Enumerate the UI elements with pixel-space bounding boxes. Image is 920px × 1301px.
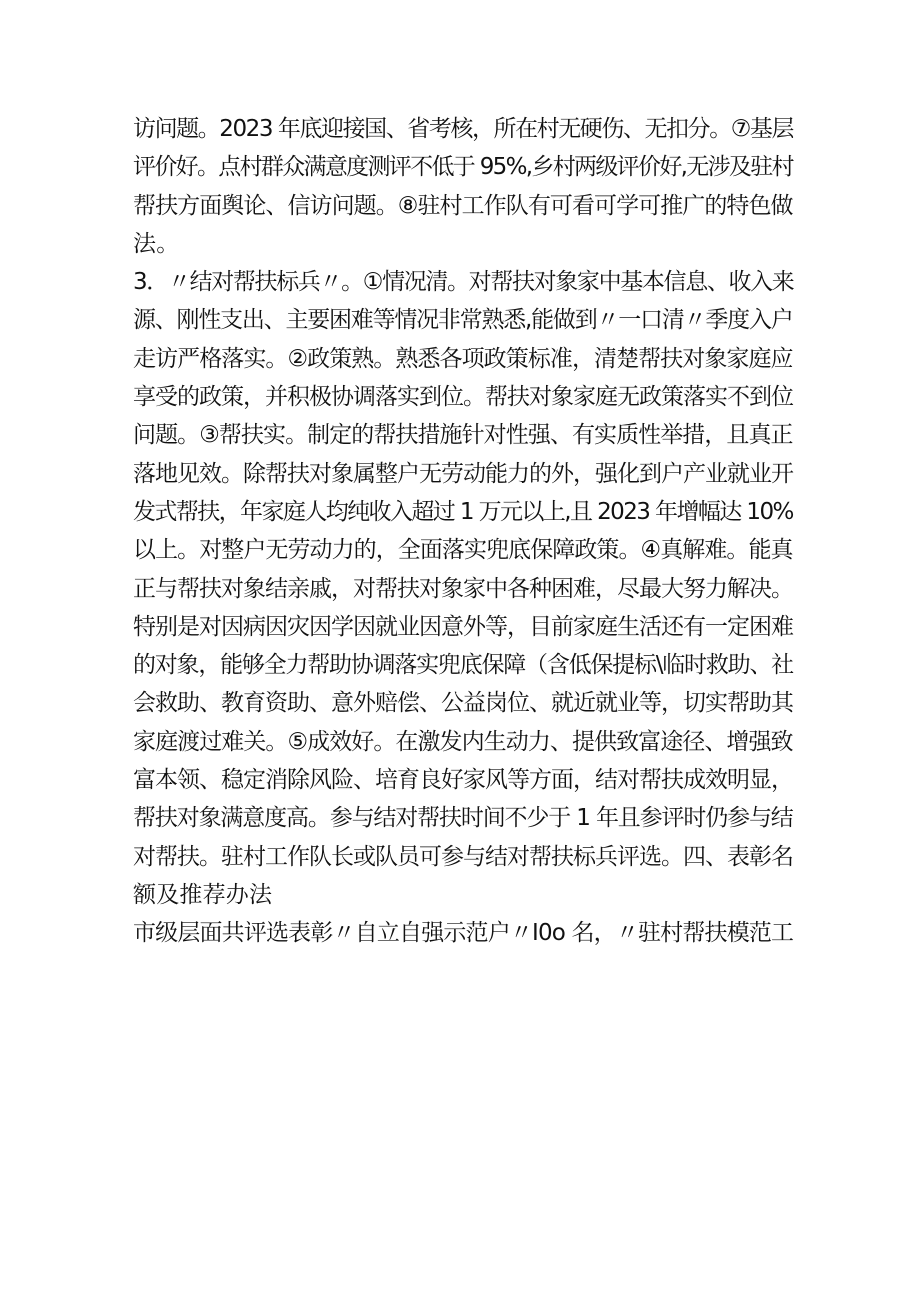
text-line-6: 源、刚性支出、主要困难等情况非常熟悉,能做到〃一口清〃季度入户 xyxy=(133,307,793,334)
text-line-8: 享受的政策，并积极协调落实到位。帮扶对象家庭无政策落实不到位 xyxy=(133,384,793,411)
text-line-7: 走访严格落实。②政策熟。熟悉各项政策标准，清楚帮扶对象家庭应 xyxy=(133,345,793,372)
text-line-13: 正与帮扶对象结亲戚，对帮扶对象家中各种困难，尽最大努力解决。 xyxy=(133,575,793,602)
text-line-16: 会救助、教育资助、意外赔偿、公益岗位、就近就业等，切实帮助其 xyxy=(133,690,793,717)
text-line-18: 富本领、稳定消除风险、培育良好家风等方面，结对帮扶成效明显， xyxy=(133,767,793,794)
text-line-3: 帮扶方面舆论、信访问题。⑧驻村工作队有可看可学可推广的特色做 xyxy=(133,192,793,219)
text-line-1: 访问题。2023 年底迎接国、省考核，所在村无硬伤、无扣分。⑦基层 xyxy=(133,116,794,142)
text-line-11: 发式帮扶，年家庭人均纯收入超过 1 万元以上,且 2023 年增幅达 10% xyxy=(133,498,793,525)
text-line-4: 法。 xyxy=(133,230,180,257)
text-line-21: 额及推荐办法 xyxy=(133,881,273,908)
text-line-17: 家庭渡过难关。⑤成效好。在激发内生动力、提供致富途径、增强致 xyxy=(133,728,793,755)
text-line-20: 对帮扶。驻村工作队长或队员可参与结对帮扶标兵评选。四、表彰名 xyxy=(133,843,793,870)
text-line-19: 帮扶对象满意度高。参与结对帮扶时间不少于 1 年且参评时仍参与结 xyxy=(133,805,793,832)
text-line-5: 3．〃结对帮扶标兵〃。①情况清。对帮扶对象家中基本信息、收入来 xyxy=(133,269,794,296)
text-line-15: 的对象，能够全力帮助协调落实兜底保障（含低保提标\临时救助、社 xyxy=(133,652,793,679)
text-line-14: 特别是对因病因灾因学因就业因意外等，目前家庭生活还有一定困难 xyxy=(133,613,793,640)
text-line-12: 以上。对整户无劳动力的，全面落实兜底保障政策。④真解难。能真 xyxy=(133,537,793,564)
text-line-22: 市级层面共评选表彰〃自立自强示范户〃I0o 名，〃驻村帮扶模范工 xyxy=(133,920,794,947)
text-line-10: 落地见效。除帮扶对象属整户无劳动能力的外，强化到户产业就业开 xyxy=(133,460,793,487)
text-line-2: 评价好。点村群众满意度测评不低于 95%,乡村两级评价好,无涉及驻村 xyxy=(133,154,793,181)
body-text xyxy=(133,110,793,953)
text-line-9: 问题。③帮扶实。制定的帮扶措施针对性强、有实质性举措，且真正 xyxy=(133,422,793,449)
